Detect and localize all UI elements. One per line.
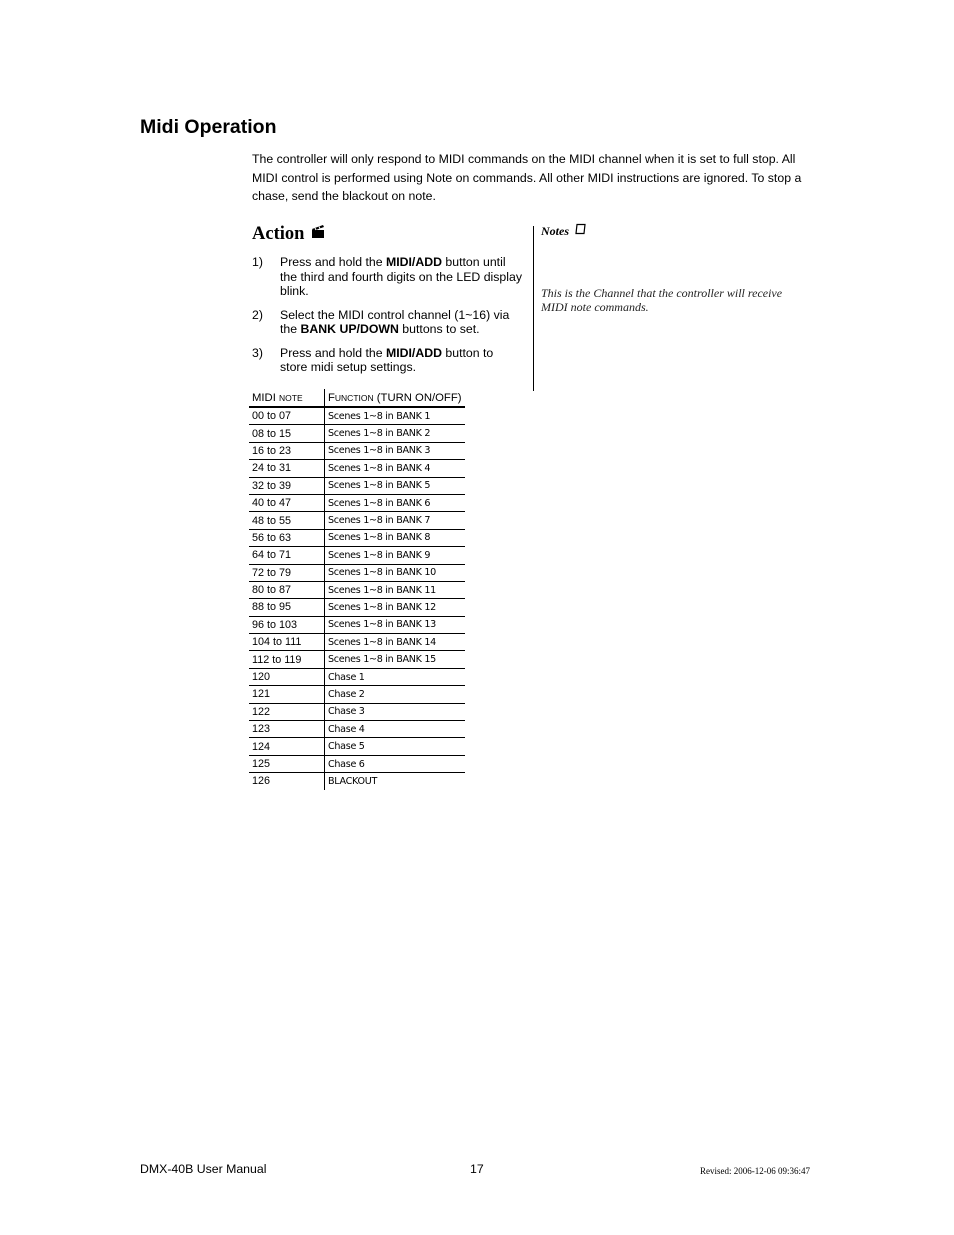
header-function (325, 389, 466, 407)
table-header-row (249, 389, 465, 407)
clapperboard-icon (311, 224, 325, 245)
note-text: This is the Channel that the controller will receive MIDI note commands. (541, 286, 783, 314)
table-row (249, 668, 465, 685)
midi-note-cell: 72 to 79 (249, 564, 325, 581)
footer-revised: Revised: 2006-12-06 09:36:47 (700, 1166, 810, 1176)
table-row (249, 686, 465, 703)
table-row (249, 738, 465, 755)
notepad-icon (575, 223, 586, 239)
function-cell: Chase 6 (325, 755, 466, 772)
step-text: Press and hold the (280, 255, 386, 269)
step-item (252, 308, 522, 337)
midi-note-cell: 126 (249, 773, 325, 790)
midi-note-cell: 88 to 95 (249, 599, 325, 616)
function-cell: Scenes 1~8 in BANK 7 (325, 512, 466, 529)
midi-note-cell: 123 (249, 721, 325, 738)
header-text: MIDI (252, 391, 276, 404)
table-row (249, 442, 465, 459)
notes-divider (533, 226, 534, 391)
header-midi-note (249, 389, 325, 407)
step-number: 2) (252, 307, 263, 322)
midi-note-cell: 124 (249, 738, 325, 755)
midi-note-cell: 121 (249, 686, 325, 703)
midi-table (249, 389, 465, 790)
table-row (249, 547, 465, 564)
table-row (249, 494, 465, 511)
step-text: Select the MIDI control channel (1~16) via the (280, 307, 510, 336)
header-text: (TURN ON/OFF) (373, 391, 462, 404)
function-cell: Scenes 1~8 in BANK 13 (325, 616, 466, 633)
function-cell: Scenes 1~8 in BANK 9 (325, 547, 466, 564)
function-cell: Chase 1 (325, 668, 466, 685)
midi-note-cell: 104 to 111 (249, 634, 325, 651)
midi-note-cell: 125 (249, 755, 325, 772)
midi-note-cell: 56 to 63 (249, 529, 325, 546)
midi-note-cell: 80 to 87 (249, 581, 325, 598)
step-number: 1) (252, 255, 263, 269)
table-row (249, 460, 465, 477)
midi-note-cell: 120 (249, 668, 325, 685)
step-text: button to store midi setup settings. (280, 345, 494, 374)
function-cell: Scenes 1~8 in BANK 1 (325, 407, 466, 425)
table-row (249, 651, 465, 668)
step-button-name: BANK UP/DOWN (300, 322, 399, 336)
step-item (252, 346, 522, 375)
table-body (249, 407, 465, 790)
function-cell: Scenes 1~8 in BANK 2 (325, 425, 466, 442)
function-cell: Scenes 1~8 in BANK 12 (325, 599, 466, 616)
table-row (249, 599, 465, 616)
function-cell: Scenes 1~8 in BANK 14 (325, 634, 466, 651)
action-heading (252, 224, 325, 245)
function-cell: Scenes 1~8 in BANK 11 (325, 581, 466, 598)
midi-note-cell: 40 to 47 (249, 494, 325, 511)
function-cell: BLACKOUT (328, 775, 378, 787)
footer-manual-title: DMX-40B User Manual (140, 1162, 267, 1176)
action-heading-label: Action (252, 224, 305, 244)
table-row (249, 564, 465, 581)
midi-note-cell: 24 to 31 (249, 460, 325, 477)
table-row (249, 581, 465, 598)
table-row (249, 616, 465, 633)
step-text: Press and hold the (280, 345, 386, 360)
table-row (249, 425, 465, 442)
midi-note-cell: 00 to 07 (249, 407, 325, 425)
function-cell: Scenes 1~8 in BANK 4 (325, 460, 466, 477)
function-cell: Chase 3 (325, 703, 466, 720)
action-steps (252, 255, 522, 384)
intro-paragraph: The controller will only respond to MIDI commands on the MIDI channel when it is set to full stop. All MIDI control is performed using Note on commands. All other MIDI instructions are ignored. To stop a chase, send the blackout on note. (252, 152, 802, 203)
function-cell: Chase 5 (325, 738, 466, 755)
midi-note-cell: 64 to 71 (249, 547, 325, 564)
midi-note-cell: 122 (249, 703, 325, 720)
midi-note-cell: 48 to 55 (249, 512, 325, 529)
section-title: Midi Operation (140, 116, 277, 138)
function-cell: Chase 4 (325, 721, 466, 738)
header-small-caps: NOTE (279, 392, 303, 403)
table-row (249, 477, 465, 494)
header-text: F (328, 391, 335, 404)
midi-note-cell: 96 to 103 (249, 616, 325, 633)
notes-label (541, 223, 586, 239)
notes-label-text: Notes (541, 223, 569, 238)
function-cell: Scenes 1~8 in BANK 15 (325, 651, 466, 668)
midi-note-cell: 112 to 119 (249, 651, 325, 668)
function-cell: Scenes 1~8 in BANK 6 (325, 494, 466, 511)
function-cell: Scenes 1~8 in BANK 5 (325, 477, 466, 494)
table-row (249, 529, 465, 546)
table-row (249, 407, 465, 425)
step-number: 3) (252, 345, 263, 360)
midi-note-cell: 16 to 23 (249, 442, 325, 459)
table-row (249, 634, 465, 651)
midi-note-cell: 32 to 39 (249, 477, 325, 494)
step-text: button until the third and fourth digits on the LED display blink. (280, 255, 522, 298)
table-row (249, 773, 465, 790)
step-button-name: MIDI/ADD (385, 345, 442, 360)
table-row (249, 703, 465, 720)
function-cell: Scenes 1~8 in BANK 3 (325, 442, 466, 459)
function-cell: Scenes 1~8 in BANK 8 (325, 529, 466, 546)
step-item (252, 255, 522, 299)
step-text: buttons to set. (398, 322, 480, 336)
midi-note-cell: 08 to 15 (249, 425, 325, 442)
table-row (249, 721, 465, 738)
table-row (249, 755, 465, 772)
table-row (249, 512, 465, 529)
function-cell: Scenes 1~8 in BANK 10 (325, 564, 466, 581)
step-button-name: MIDI/ADD (385, 255, 442, 269)
header-small-caps: UNCTION (334, 392, 374, 403)
footer-page-number: 17 (470, 1162, 484, 1176)
function-cell: Chase 2 (325, 686, 466, 703)
